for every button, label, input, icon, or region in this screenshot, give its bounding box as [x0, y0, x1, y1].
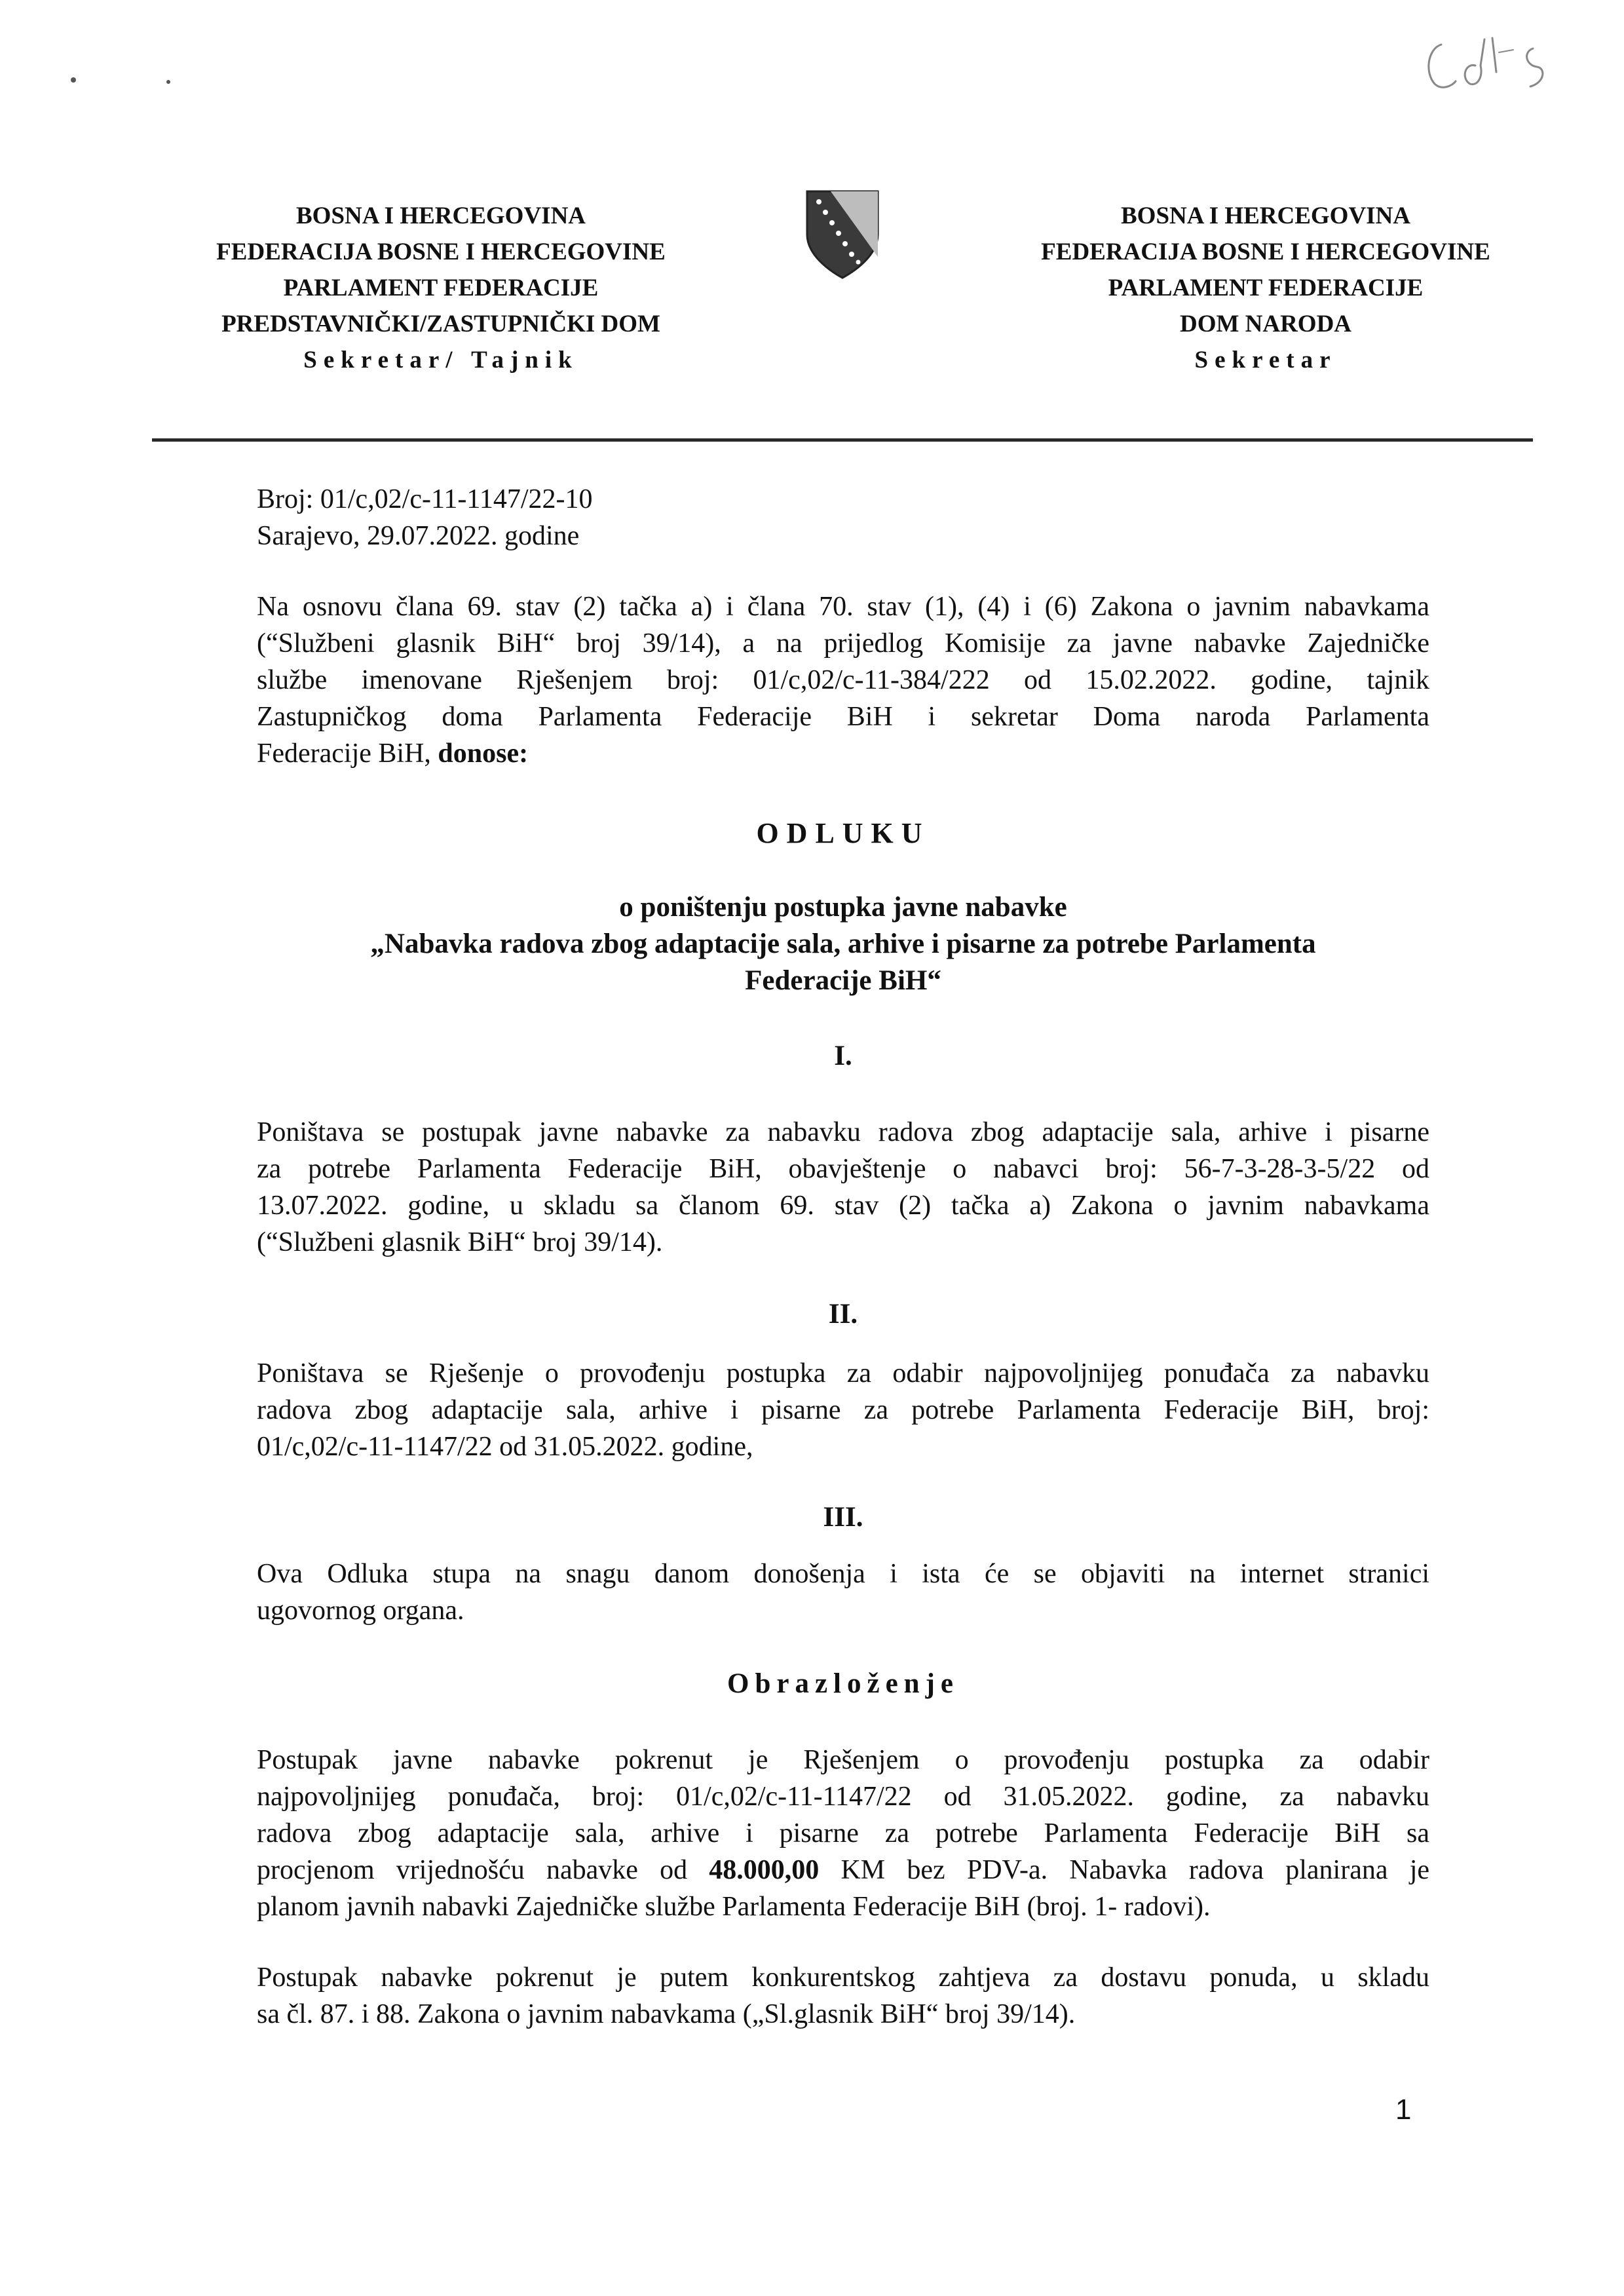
- explanation-line: radova zbog adaptacije sala, arhive i pisarne za potrebe Parlamenta Federacije BiH sa: [257, 1818, 1429, 1848]
- coat-of-arms-icon: [804, 189, 880, 280]
- explanation-text: procjenom vrijednošću nabavke od: [257, 1855, 709, 1885]
- section-1-line: Poništava se postupak javne nabavke za nabavku radova zbog adaptacije sala, arhive i pisarne: [257, 1117, 1429, 1147]
- explanation-line: [257, 1852, 1429, 1888]
- preamble-line: [257, 735, 1429, 772]
- decision-subtitle-line: „Nabavka radova zbog adaptacije sala, arhive i pisarne za potrebe Parlamenta: [370, 928, 1316, 959]
- section-3-line: ugovornog organa.: [257, 1596, 464, 1626]
- page-number: 1: [1395, 2094, 1412, 2126]
- preamble-line: službe imenovane Rješenjem broj: 01/c,02/c-11-384/222 od 15.02.2022. godine, tajnik: [257, 665, 1429, 695]
- explanation-line: najpovoljnijeg ponuđača, broj: 01/c,02/c-11-1147/22 od 31.05.2022. godine, za nabavku: [257, 1782, 1429, 1812]
- header-right-parliament: PARLAMENT FEDERACIJE: [1108, 275, 1424, 301]
- header-left-federation: FEDERACIJA BOSNE I HERCEGOVINE: [216, 239, 666, 265]
- explanation-text: KM bez PDV-a. Nabavka radova planirana je: [819, 1855, 1430, 1885]
- section-2-numeral: II.: [828, 1299, 858, 1330]
- section-1-numeral: I.: [834, 1041, 852, 1071]
- section-1-line: (“Službeni glasnik BiH“ broj 39/14).: [257, 1227, 663, 1257]
- scan-speck: [71, 77, 76, 83]
- section-3-numeral: III.: [823, 1502, 863, 1533]
- reference-block: [257, 481, 1429, 554]
- section-2-line: radova zbog adaptacije sala, arhive i pisarne za potrebe Parlamenta Federacije BiH, broj:: [257, 1395, 1429, 1425]
- decision-subtitle: [257, 889, 1429, 999]
- header-left-office: Sekretar/ Tajnik: [303, 347, 578, 373]
- explanation-line: Postupak javne nabavke pokrenut je Rješenjem o provođenju postupka za odabir: [257, 1745, 1429, 1775]
- preamble-line: Zastupničkog doma Parlamenta Federacije BiH i sekretar Doma naroda Parlamenta: [257, 702, 1429, 732]
- preamble: [257, 588, 1429, 772]
- explanation-line: Postupak nabavke pokrenut je putem konkurentskog zahtjeva za dostavu ponuda, u skladu: [257, 1962, 1429, 1993]
- preamble-verb: donose:: [438, 738, 529, 769]
- explanation-line: sa čl. 87. i 88. Zakona o javnim nabavkama („Sl.glasnik BiH“ broj 39/14).: [257, 1999, 1076, 2029]
- header-right-federation: FEDERACIJA BOSNE I HERCEGOVINE: [1041, 239, 1490, 265]
- estimated-value: 48.000,00: [709, 1855, 820, 1885]
- scan-speck: [166, 80, 170, 84]
- explanation-paragraph-2: [257, 1959, 1429, 2033]
- reference-number: Broj: 01/c,02/c-11-1147/22-10: [257, 484, 593, 514]
- decision-subtitle-line: Federacije BiH“: [745, 965, 941, 996]
- header-right: [977, 198, 1554, 378]
- reference-place-date: Sarajevo, 29.07.2022. godine: [257, 521, 580, 551]
- section-3-line: Ova Odluka stupa na snagu danom donošenja i ista će se objaviti na internet stranici: [257, 1559, 1429, 1589]
- preamble-line: (“Službeni glasnik BiH“ broj 39/14), a na prijedlog Komisije za javne nabavke Zajedničke: [257, 628, 1429, 659]
- header-left-country: BOSNA I HERCEGOVINA: [295, 202, 586, 229]
- section-2-line: 01/c,02/c-11-1147/22 od 31.05.2022. godine,: [257, 1432, 753, 1462]
- header-divider: [152, 438, 1533, 442]
- header-right-office: Sekretar: [1194, 347, 1337, 373]
- explanation-line: planom javnih nabavki Zajedničke službe Parlamenta Federacije BiH (broj. 1- radovi).: [257, 1892, 1211, 1922]
- header-left-house: PREDSTAVNIČKI/ZASTUPNIČKI DOM: [221, 311, 660, 337]
- section-1-line: za potrebe Parlamenta Federacije BiH, obavještenje o nabavci broj: 56-7-3-28-3-5/22 od: [257, 1154, 1429, 1184]
- decision-title: ODLUKU: [756, 817, 930, 849]
- section-3-text: [257, 1556, 1429, 1629]
- header-left-parliament: PARLAMENT FEDERACIJE: [283, 275, 599, 301]
- section-1-line: 13.07.2022. godine, u skladu sa članom 69. stav (2) tačka a) Zakona o javnim nabavkama: [257, 1191, 1429, 1221]
- section-2-text: [257, 1355, 1429, 1465]
- handwritten-note-icon: [1415, 26, 1566, 105]
- header-right-country: BOSNA I HERCEGOVINA: [1120, 202, 1411, 229]
- section-2-line: Poništava se Rješenje o provođenju postupka za odabir najpovoljnijeg ponuđača za nabavku: [257, 1358, 1429, 1388]
- header-left: [153, 198, 729, 378]
- preamble-text: Federacije BiH,: [257, 738, 438, 769]
- decision-subtitle-line: o poništenju postupka javne nabavke: [619, 892, 1067, 923]
- explanation-paragraph-1: [257, 1742, 1429, 1925]
- explanation-title: Obrazloženje: [727, 1668, 959, 1699]
- preamble-line: Na osnovu člana 69. stav (2) tačka a) i člana 70. stav (1), (4) i (6) Zakona o javnim nabavkama: [257, 592, 1429, 622]
- section-1-text: [257, 1114, 1429, 1261]
- header-right-house: DOM NARODA: [1179, 311, 1352, 337]
